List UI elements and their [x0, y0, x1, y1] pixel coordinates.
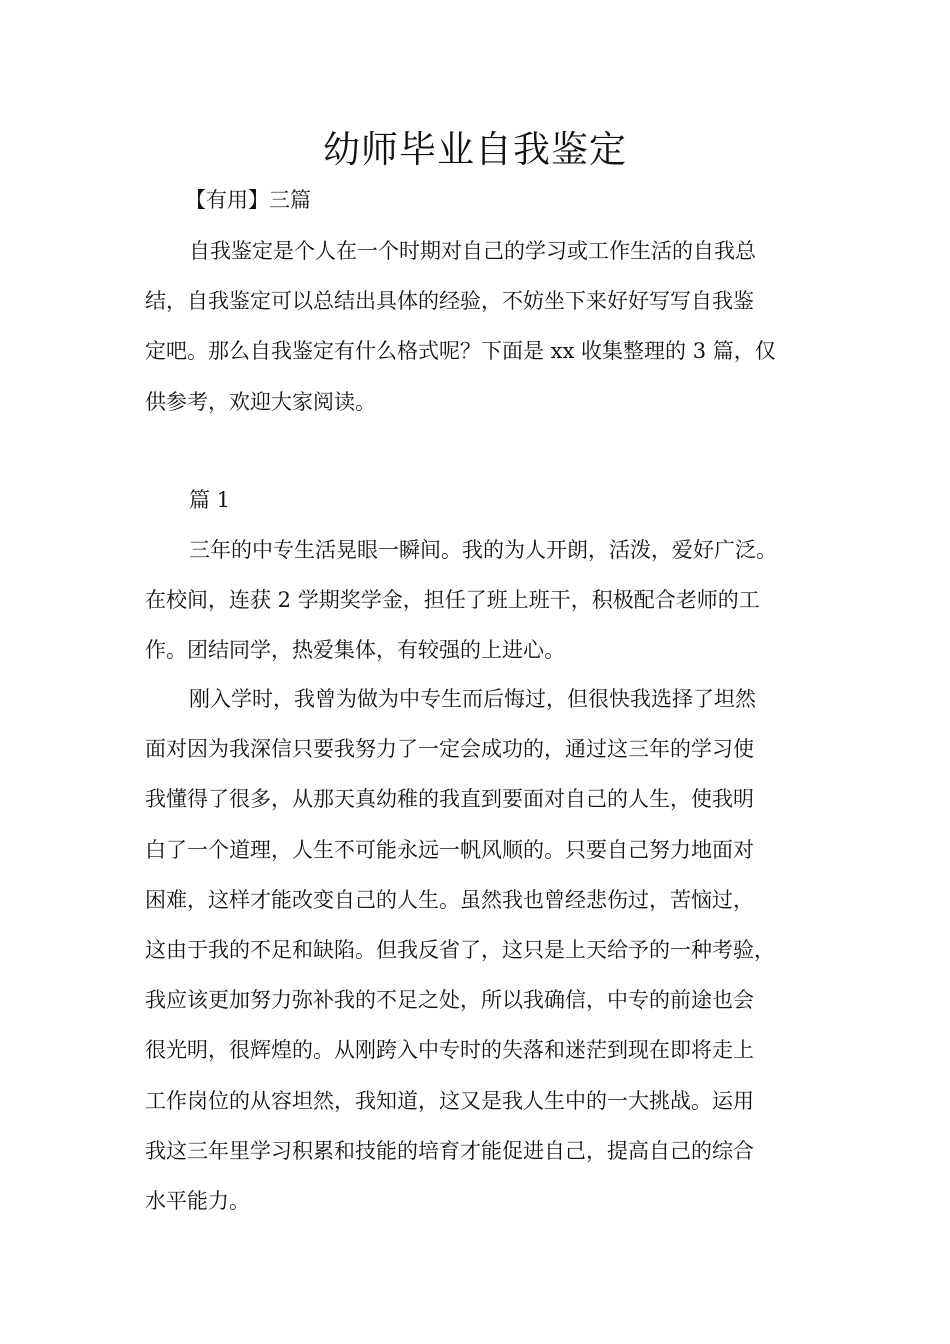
intro-line: 结，自我鉴定可以总结出具体的经验，不妨坐下来好好写写自我鉴	[145, 289, 754, 314]
section-heading: 篇 1	[189, 488, 231, 512]
paragraph-line: 工作岗位的从容坦然，我知道，这又是我人生中的一大挑战。运用	[145, 1088, 754, 1113]
paragraph-line: 我这三年里学习积累和技能的培育才能促进自己，提高自己的综合	[145, 1138, 754, 1163]
document-subtitle: 【有用】三篇	[185, 188, 311, 212]
paragraph-line: 我应该更加努力弥补我的不足之处，所以我确信，中专的前途也会	[145, 988, 754, 1013]
paragraph-line: 刚入学时，我曾为做为中专生而后悔过，但很快我选择了坦然	[189, 687, 756, 711]
paragraph-line: 作。团结同学，热爱集体，有较强的上进心。	[145, 638, 565, 663]
document-title: 幼师毕业自我鉴定	[323, 128, 627, 171]
body-paragraph-1	[145, 525, 835, 676]
paragraph-line: 三年的中专生活晃眼一瞬间。我的为人开朗，活泼，爱好广泛。	[189, 538, 777, 562]
paragraph-line: 白了一个道理，人生不可能永远一帆风顺的。只要自己努力地面对	[145, 837, 754, 862]
intro-line: 供参考，欢迎大家阅读。	[145, 389, 376, 414]
paragraph-line: 困难，这样才能改变自己的人生。虽然我也曾经悲伤过，苦恼过，	[145, 887, 754, 912]
body-paragraph-2	[145, 674, 835, 1226]
intro-paragraph	[145, 226, 835, 427]
paragraph-line: 我懂得了很多，从那天真幼稚的我直到要面对自己的人生，使我明	[145, 787, 754, 812]
paragraph-line: 这由于我的不足和缺陷。但我反省了，这只是上天给予的一种考验，	[145, 938, 775, 963]
intro-line: 自我鉴定是个人在一个时期对自己的学习或工作生活的自我总	[189, 239, 756, 263]
intro-line: 定吧。那么自我鉴定有什么格式呢？下面是 xx 收集整理的 3 篇，仅	[145, 339, 776, 364]
paragraph-line: 在校间，连获 2 学期奖学金，担任了班上班干，积极配合老师的工	[145, 588, 760, 613]
paragraph-line: 面对因为我深信只要我努力了一定会成功的，通过这三年的学习使	[145, 737, 754, 762]
paragraph-line: 很光明，很辉煌的。从刚跨入中专时的失落和迷茫到现在即将走上	[145, 1038, 754, 1063]
paragraph-line: 水平能力。	[145, 1189, 250, 1214]
